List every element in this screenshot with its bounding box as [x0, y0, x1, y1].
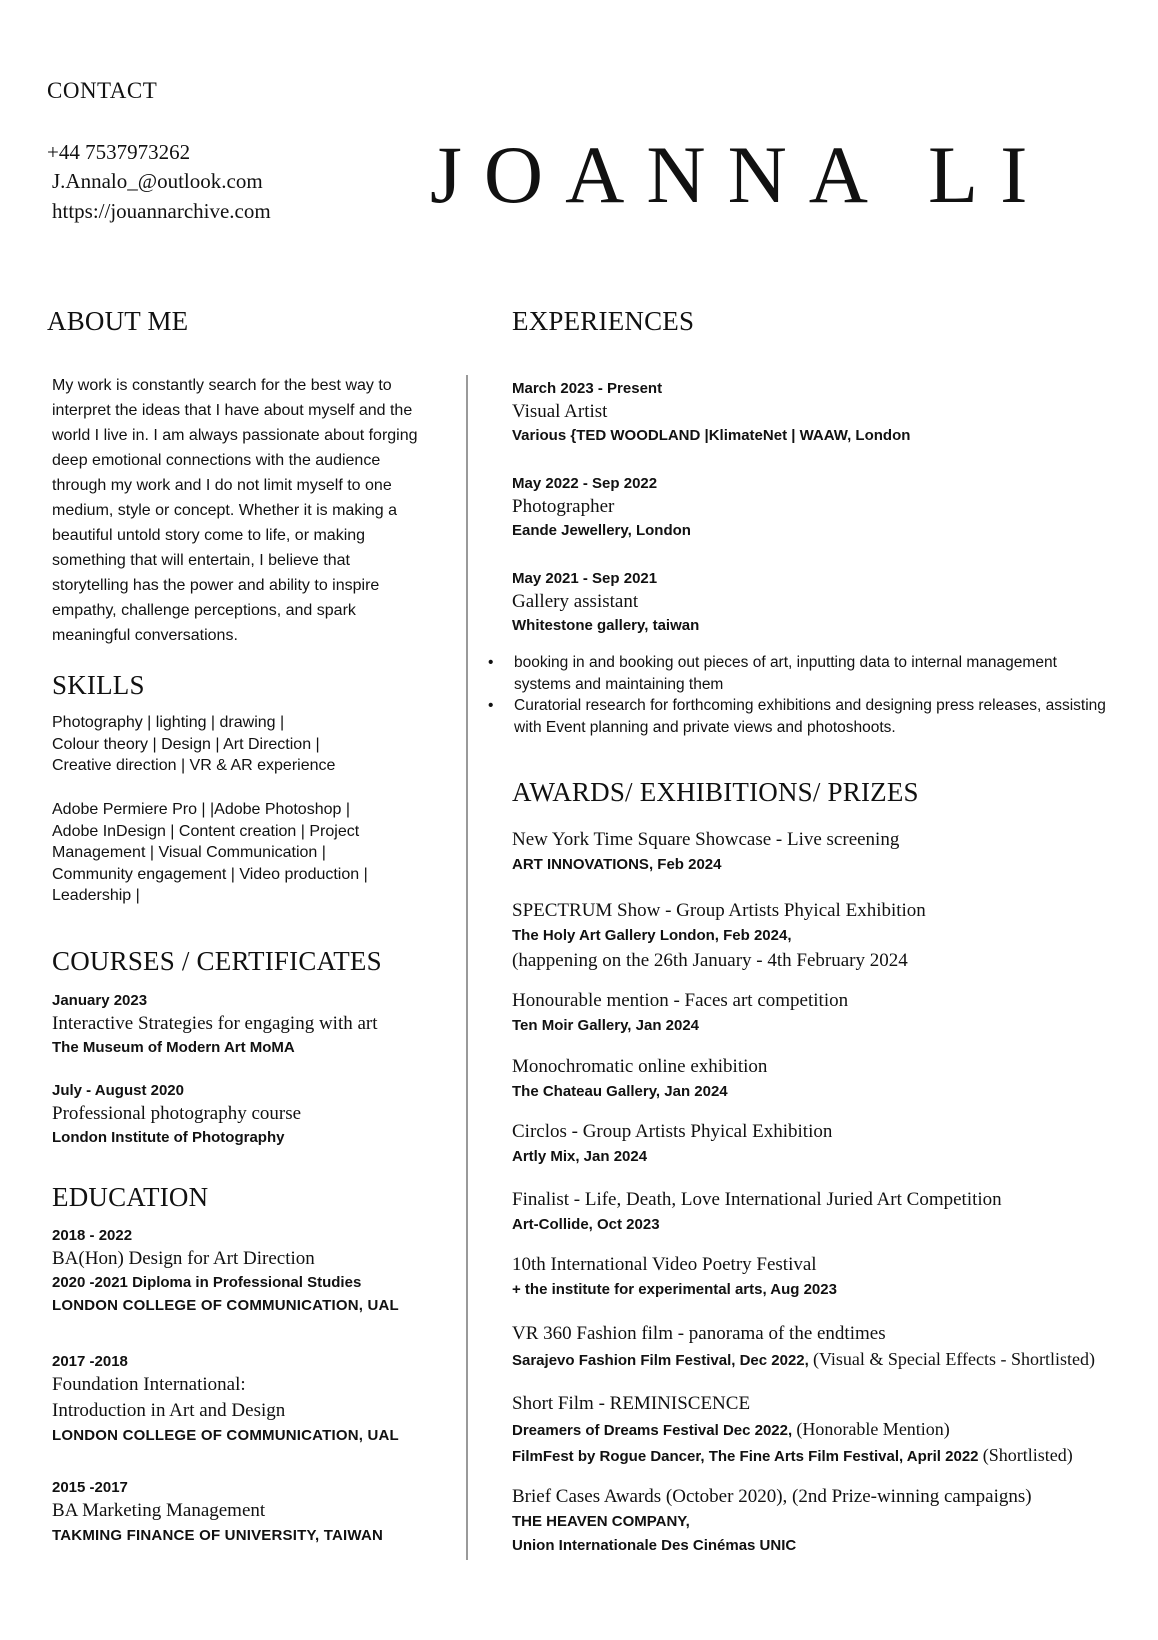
- award-item: [512, 1484, 1032, 1558]
- award-org: Artly Mix, Jan 2024: [512, 1148, 648, 1165]
- course-item: [52, 991, 452, 1059]
- education-item: [52, 1478, 452, 1548]
- award-org-text: Dreamers of Dreams Festival Dec 2022,: [512, 1422, 793, 1439]
- bullet-text: booking in and booking out pieces of art, inputting data to internal management systems and maintaining them: [514, 654, 1057, 693]
- award-item: [512, 1187, 1002, 1237]
- education-date: 2018 - 2022: [52, 1227, 133, 1244]
- award-item: [512, 1321, 1095, 1373]
- award-item: [512, 898, 926, 974]
- skills-line: Leadership |: [52, 887, 140, 904]
- award-item: [512, 1119, 832, 1169]
- award-item: [512, 1054, 767, 1104]
- courses-heading: COURSES / CERTIFICATES: [52, 946, 382, 976]
- award-title: Circlos - Group Artists Phyical Exhibition: [512, 1121, 833, 1142]
- award-title: Short Film - REMINISCENCE: [512, 1393, 751, 1414]
- award-org: Ten Moir Gallery, Jan 2024: [512, 1017, 700, 1034]
- award-org: [512, 1417, 1073, 1443]
- experience-title: Photographer: [512, 496, 615, 517]
- education-title: BA(Hon) Design for Art Direction: [52, 1248, 315, 1269]
- award-note: (Honorable Mention): [796, 1419, 950, 1439]
- experience-item: [512, 379, 1112, 447]
- bullet-text: Curatorial research for forthcoming exhibitions and designing press releases, assisting with Event planning and private views and photoshoots.: [514, 697, 1106, 736]
- education-title-2: Introduction in Art and Design: [52, 1400, 286, 1421]
- course-date: January 2023: [52, 992, 148, 1009]
- award-org: + the institute for experimental arts, Aug 2023: [512, 1281, 837, 1298]
- contact-phone: +44 7537973262: [47, 140, 191, 164]
- award-org-text: FilmFest by Rogue Dancer, The Fine Arts Film Festival, April 2022: [512, 1448, 979, 1465]
- experience-date: May 2021 - Sep 2021: [512, 570, 658, 587]
- skills-group-software: [52, 799, 427, 907]
- skills-line: Photography | lighting | drawing |: [52, 714, 285, 731]
- award-title: Finalist - Life, Death, Love International Juried Art Competition: [512, 1189, 1002, 1210]
- award-title: 10th International Video Poetry Festival: [512, 1254, 817, 1275]
- award-org-2: Union Internationale Des Cinémas UNIC: [512, 1537, 797, 1554]
- about-heading: ABOUT ME: [47, 306, 189, 336]
- award-title: Monochromatic online exhibition: [512, 1056, 768, 1077]
- bullet-dot: •: [488, 697, 494, 714]
- experience-org: Eande Jewellery, London: [512, 522, 691, 539]
- award-org: THE HEAVEN COMPANY,: [512, 1513, 690, 1530]
- skills-line: Creative direction | VR & AR experience: [52, 757, 336, 774]
- education-item: [52, 1352, 452, 1448]
- bullet-item: [488, 652, 1114, 695]
- course-org: London Institute of Photography: [52, 1129, 285, 1146]
- experience-item: [512, 474, 1112, 542]
- skills-line: Community engagement | Video production |: [52, 865, 368, 883]
- award-title: SPECTRUM Show - Group Artists Phyical Exhibition: [512, 900, 926, 921]
- education-date: 2017 -2018: [52, 1353, 128, 1370]
- column-divider: [466, 375, 468, 1560]
- award-item: [512, 988, 848, 1038]
- award-org: The Chateau Gallery, Jan 2024: [512, 1083, 728, 1100]
- course-org: The Museum of Modern Art MoMA: [52, 1039, 295, 1056]
- education-title: Foundation International:: [52, 1374, 246, 1395]
- award-org: ART INNOVATIONS, Feb 2024: [512, 856, 722, 873]
- award-note: (Shortlisted): [982, 1445, 1073, 1465]
- education-org: LONDON COLLEGE OF COMMUNICATION, UAL: [52, 1427, 399, 1444]
- page-title: JOANNA LI: [430, 129, 1050, 220]
- education-heading: EDUCATION: [52, 1182, 209, 1212]
- award-title: New York Time Square Showcase - Live screening: [512, 829, 900, 850]
- experience-org: Various {TED WOODLAND |KlimateNet | WAAW, London: [512, 427, 911, 444]
- skills-line: Colour theory | Design | Art Direction |: [52, 735, 320, 753]
- experience-date: May 2022 - Sep 2022: [512, 475, 658, 492]
- contact-heading: CONTACT: [47, 78, 158, 103]
- skills-heading: SKILLS: [52, 670, 145, 700]
- award-org-text: Sarajevo Fashion Film Festival, Dec 2022,: [512, 1352, 809, 1369]
- education-title: BA Marketing Management: [52, 1500, 266, 1521]
- award-note: (happening on the 26th January - 4th February 2024: [512, 950, 908, 971]
- skills-line: Management | Visual Communication |: [52, 844, 326, 861]
- education-date: 2015 -2017: [52, 1479, 128, 1496]
- bullet-item: [488, 695, 1114, 738]
- course-title: Interactive Strategies for engaging with art: [52, 1013, 378, 1034]
- award-item: [512, 1252, 837, 1302]
- skills-line: Adobe InDesign | Content creation | Project: [52, 822, 360, 840]
- experience-date: March 2023 - Present: [512, 380, 663, 397]
- award-item: [512, 1391, 1073, 1469]
- award-title: Honourable mention - Faces art competition: [512, 990, 849, 1011]
- experiences-heading: EXPERIENCES: [512, 306, 695, 336]
- about-text: My work is constantly search for the best way to interpret the ideas that I have about myself and the world I live in. I am always passionate about forging deep emotional connections with the audience through my work and I do not limit myself to one medium, style or concept. Whether it is making a beautiful untold story come to life, or making something that will entertain, I believe that storytelling has the power and ability to inspire empathy, challenge perceptions, and spark meaningful conversations.: [52, 377, 418, 644]
- bullet-dot: •: [488, 654, 494, 671]
- experience-org: Whitestone gallery, taiwan: [512, 617, 700, 634]
- experience-bullets: [488, 652, 1114, 738]
- contact-website[interactable]: https://jouannarchive.com: [52, 199, 271, 223]
- skills-line: Adobe Permiere Pro | |Adobe Photoshop |: [52, 801, 350, 818]
- award-org: Art-Collide, Oct 2023: [512, 1216, 660, 1233]
- award-org-2: [512, 1443, 1073, 1469]
- award-org: [512, 1347, 1095, 1373]
- education-item: [52, 1226, 452, 1318]
- education-extra: 2020 -2021 Diploma in Professional Studies: [52, 1274, 362, 1291]
- contact-email[interactable]: J.Annalo_@outlook.com: [52, 169, 263, 193]
- awards-heading: AWARDS/ EXHIBITIONS/ PRIZES: [512, 777, 919, 807]
- award-item: [512, 827, 899, 877]
- course-date: July - August 2020: [52, 1082, 184, 1099]
- course-title: Professional photography course: [52, 1103, 302, 1124]
- award-title: VR 360 Fashion film - panorama of the endtimes: [512, 1323, 886, 1344]
- award-title: Brief Cases Awards (October 2020), (2nd Prize-winning campaigns): [512, 1486, 1032, 1507]
- experience-title: Visual Artist: [512, 401, 608, 422]
- experience-item: [512, 569, 1112, 637]
- award-org: The Holy Art Gallery London, Feb 2024,: [512, 927, 792, 944]
- experience-title: Gallery assistant: [512, 591, 639, 612]
- education-org: LONDON COLLEGE OF COMMUNICATION, UAL: [52, 1297, 399, 1314]
- course-item: [52, 1081, 452, 1149]
- skills-group-creative: [52, 712, 427, 777]
- education-org: TAKMING FINANCE OF UNIVERSITY, TAIWAN: [52, 1527, 384, 1544]
- award-note: (Visual & Special Effects - Shortlisted): [812, 1349, 1096, 1369]
